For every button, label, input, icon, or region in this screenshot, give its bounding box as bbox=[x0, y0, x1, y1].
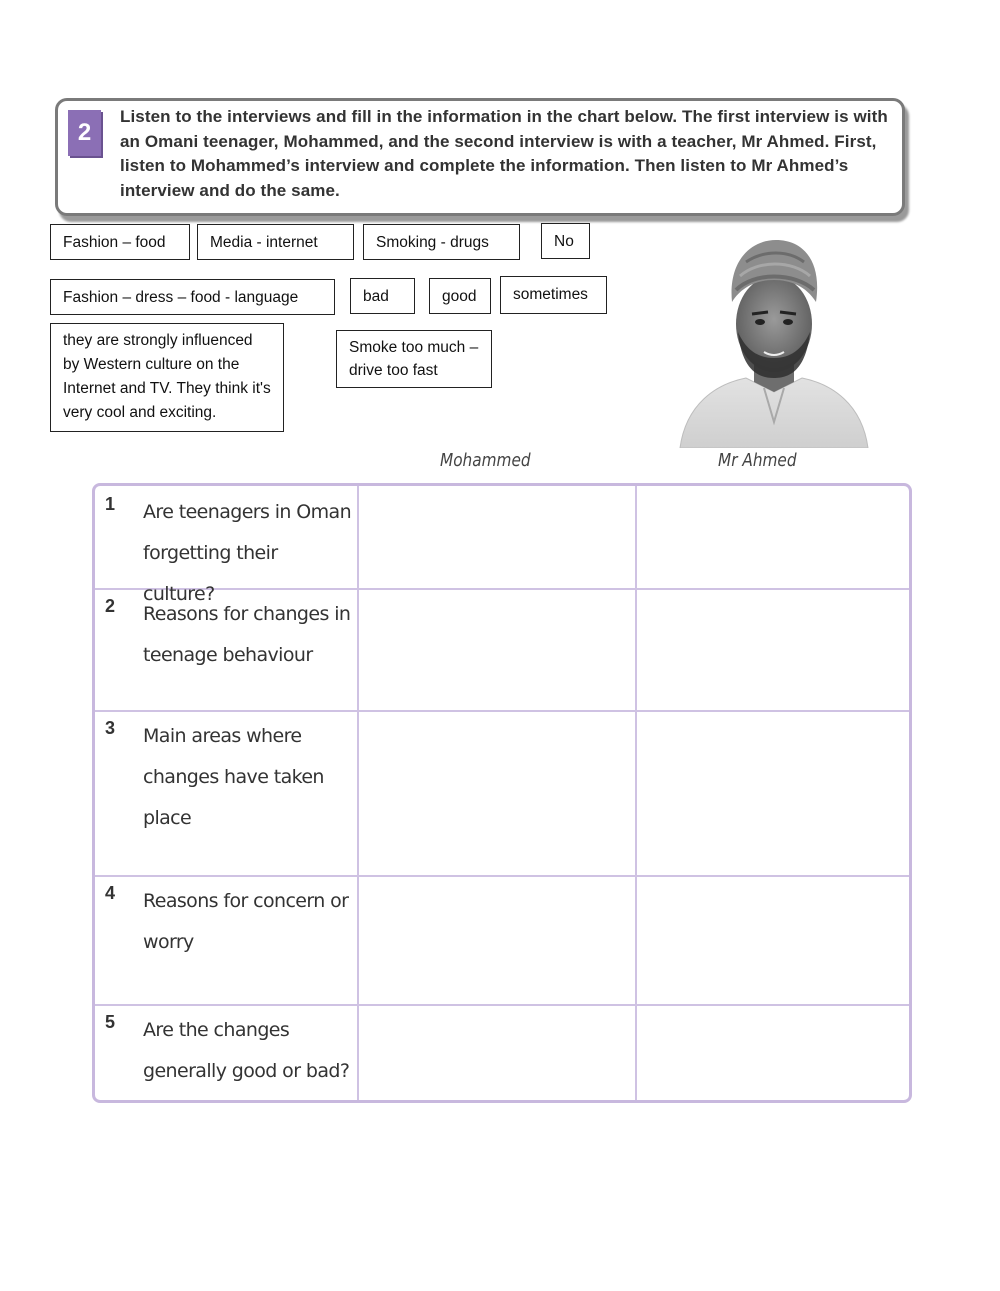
question-cell bbox=[95, 710, 359, 875]
question-number: 3 bbox=[105, 718, 116, 738]
question-cell bbox=[95, 486, 359, 605]
table-row bbox=[95, 1004, 909, 1100]
question-number: 5 bbox=[105, 1012, 116, 1032]
answer-cell-mr-ahmed[interactable] bbox=[635, 486, 909, 588]
exercise-number-badge: 2 bbox=[68, 110, 101, 156]
table-row bbox=[95, 588, 909, 712]
question-cell bbox=[95, 875, 359, 1004]
column-header-mohammed: Mohammed bbox=[440, 450, 531, 471]
question-cell bbox=[95, 1004, 359, 1100]
mr-ahmed-photo bbox=[676, 232, 871, 448]
table-row bbox=[95, 486, 909, 605]
answer-cell-mr-ahmed[interactable] bbox=[635, 710, 909, 875]
word-chip-fashion-dress-food-language[interactable]: Fashion – dress – food - language bbox=[50, 279, 335, 315]
table-row bbox=[95, 875, 909, 1006]
question-number: 2 bbox=[105, 596, 116, 616]
instruction-text: Listen to the interviews and fill in the information in the chart below. The first interview is with an Omani teenager, Mohammed, and the second interview is with a teacher, Mr Ahmed. First, listen to Mohammed’s interview and complete the information. Then listen to Mr Ahmed’s interview and do the same. bbox=[120, 107, 888, 200]
answer-cell-mr-ahmed[interactable] bbox=[635, 875, 909, 1004]
drop-zone[interactable] bbox=[357, 875, 635, 1004]
question-number: 1 bbox=[105, 494, 116, 514]
table-row bbox=[95, 710, 909, 877]
drop-zone[interactable] bbox=[635, 486, 909, 588]
answer-chart bbox=[92, 483, 912, 1103]
column-header-mr-ahmed: Mr Ahmed bbox=[718, 450, 797, 471]
drop-zone[interactable] bbox=[357, 486, 635, 588]
word-chip-fashion-food[interactable]: Fashion – food bbox=[50, 224, 190, 260]
answer-cell-mr-ahmed[interactable] bbox=[635, 588, 909, 710]
question-cell bbox=[95, 588, 359, 710]
drop-zone[interactable] bbox=[357, 1004, 635, 1100]
drop-zone[interactable] bbox=[635, 710, 909, 875]
drop-zone[interactable] bbox=[635, 875, 909, 1004]
word-chip-smoking-drugs[interactable]: Smoking - drugs bbox=[363, 224, 520, 260]
word-chip-sometimes[interactable]: sometimes bbox=[500, 276, 607, 314]
drop-zone[interactable] bbox=[357, 710, 635, 875]
question-text: Are the changes generally good or bad? bbox=[143, 1019, 350, 1082]
word-chip-no[interactable]: No bbox=[541, 223, 590, 259]
answer-cell-mohammed[interactable] bbox=[357, 710, 637, 875]
answer-cell-mohammed[interactable] bbox=[357, 588, 637, 710]
drop-zone[interactable] bbox=[635, 1004, 909, 1100]
word-chip-media-internet[interactable]: Media - internet bbox=[197, 224, 354, 260]
question-number: 4 bbox=[105, 883, 116, 903]
question-text: Reasons for concern or worry bbox=[143, 890, 349, 953]
word-chip-bad[interactable]: bad bbox=[350, 278, 415, 314]
answer-cell-mohammed[interactable] bbox=[357, 1004, 637, 1100]
drop-zone[interactable] bbox=[635, 588, 909, 710]
word-chip-western-culture[interactable]: they are strongly influenced by Western culture on the Internet and TV. They think it's very cool and exciting. bbox=[50, 323, 284, 432]
question-text: Are teenagers in Oman forgetting their culture? bbox=[143, 501, 352, 605]
word-chip-smoke-drive[interactable]: Smoke too much – drive too fast bbox=[336, 330, 492, 388]
drop-zone[interactable] bbox=[357, 588, 635, 710]
answer-cell-mohammed[interactable] bbox=[357, 875, 637, 1004]
word-chip-good[interactable]: good bbox=[429, 278, 491, 314]
question-text: Main areas where changes have taken place bbox=[143, 725, 324, 829]
question-text: Reasons for changes in teenage behaviour bbox=[143, 603, 351, 666]
answer-cell-mohammed[interactable] bbox=[357, 486, 637, 588]
answer-cell-mr-ahmed[interactable] bbox=[635, 1004, 909, 1100]
